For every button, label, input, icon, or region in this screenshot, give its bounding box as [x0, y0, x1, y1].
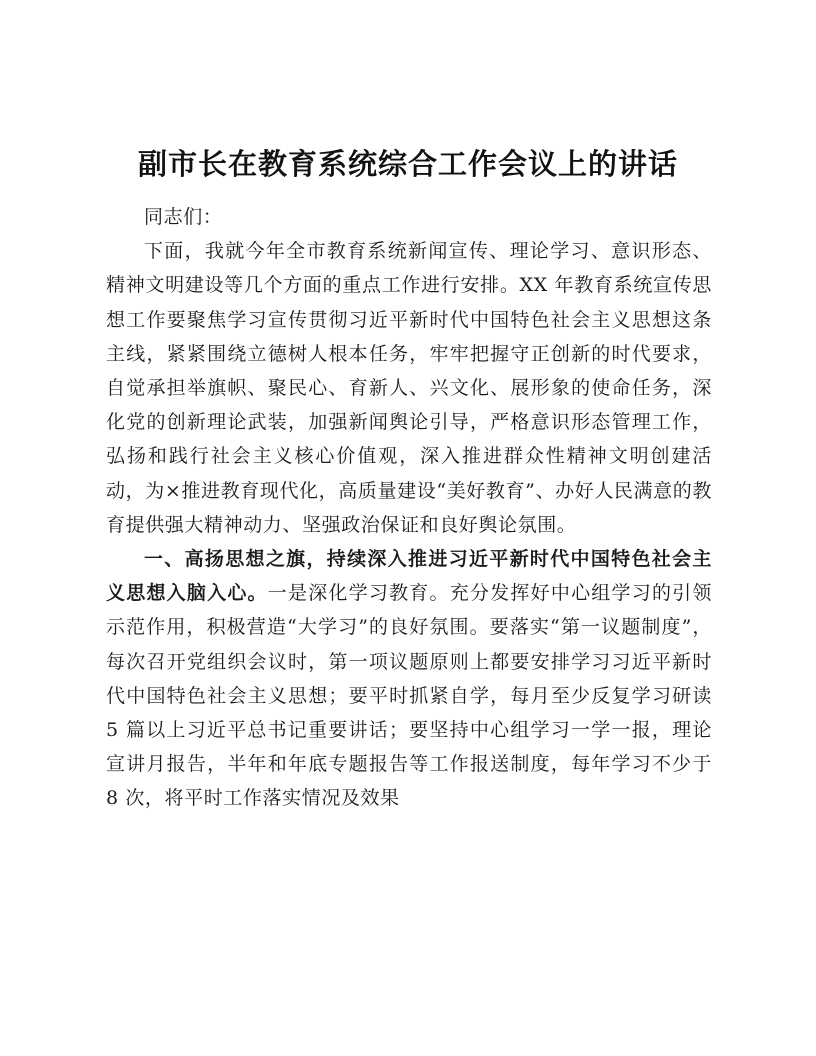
- document-title: 副市长在教育系统综合工作会议上的讲话: [137, 147, 678, 181]
- section-1-paragraph: [106, 542, 712, 816]
- document-body: [106, 200, 712, 816]
- paragraph-intro: 下面，我就今年全市教育系统新闻宣传、理论学习、意识形态、精神文明建设等几个方面的重点工作进行安排。XX 年教育系统宣传思想工作要聚焦学习宣传贯彻习近平新时代中国特色社会主义思想这条主线，紧紧围绕立德树人根本任务，牢牢把握守正创新的时代要求，自觉承担举旗帜、聚民心、育新人、兴文化、展形象的使命任务，深化党的创新理论武装，加强新闻舆论引导，严格意识形态管理工作，弘扬和践行社会主义核心价值观，深入推进群众性精神文明创建活动，为×推进教育现代化，高质量建设“美好教育”、办好人民满意的教育提供强大精神动力、坚强政治保证和良好舆论氛围。: [106, 240, 712, 536]
- greeting: 同志们：: [144, 206, 223, 228]
- section-1-heading: 一、高扬思想之旗，持续深入推进习近平新时代中国特色社会主义思想入脑入心。: [106, 548, 712, 605]
- section-1-text: 一是深化学习教育。充分发挥好中心组学习的引领示范作用，积极营造“大学习”的良好氛围。要落实“第一议题制度”，每次召开党组织会议时，第一项议题原则上都要安排学习习近平新时代中国特色社会主义思想；要平时抓紧自学，每月至少反复学习研读 5 篇以上习近平总书记重要讲话；要坚持中心组学习一学一报，理论宣讲月报告，半年和年底专题报告等工作报送制度，每年学习不少于 8 次，将平时工作落实情况及效果: [106, 582, 712, 810]
